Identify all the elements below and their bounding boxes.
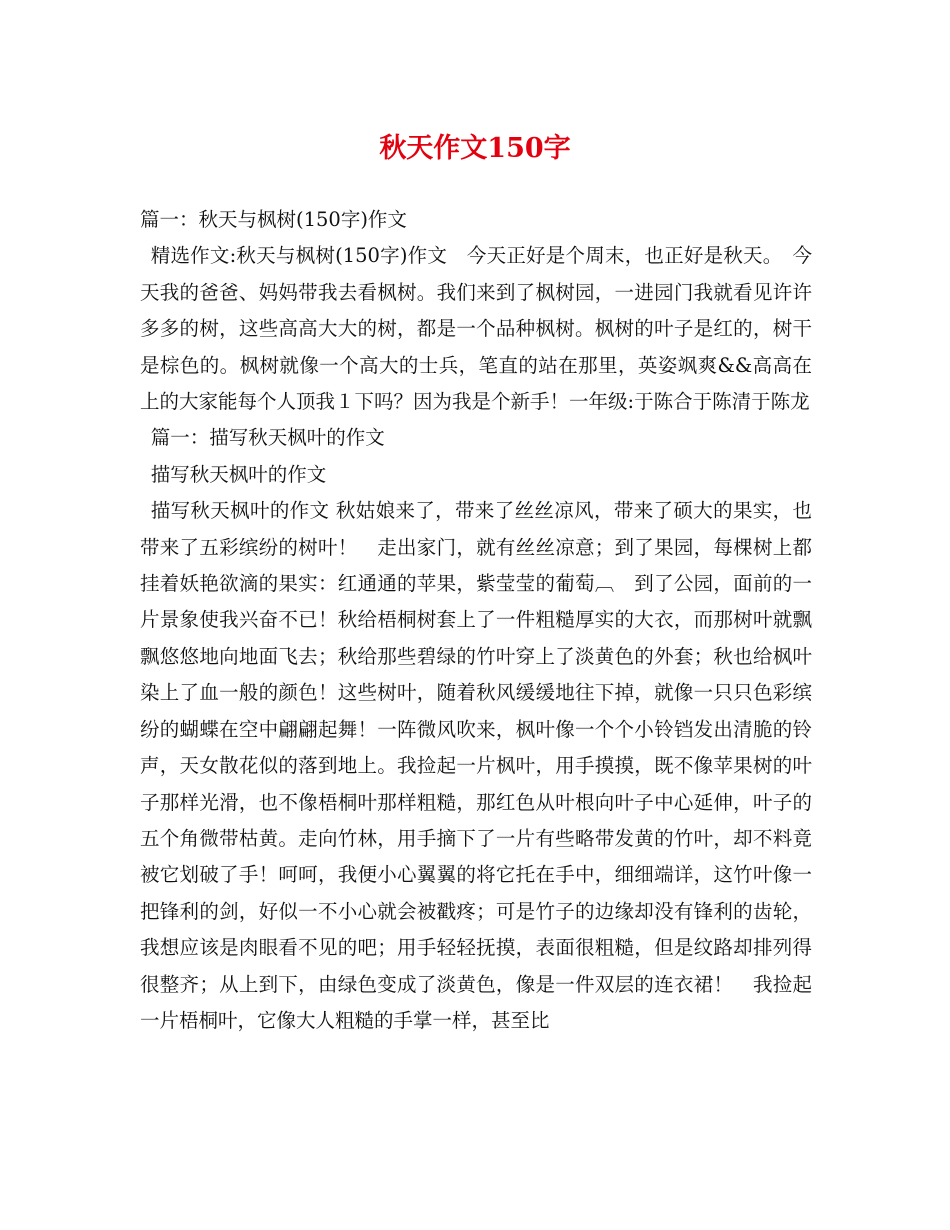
- section-heading: 篇一：秋天与枫树(150字)作文: [140, 208, 407, 231]
- body-paragraph: 精选作文:秋天与枫树(150字)作文 今天正好是个周末，也正好是秋天。 今天我的爸爸、妈妈带我去看枫树。我们来到了枫树园，一进园门我就看见许许多多的树，这些高高大大的树，都是一个品种枫树。枫树的叶子是红的，树干是棕色的。枫树就像一个高大的士兵，笔直的站在那里，英姿飒爽&&高高在上的大家能每个人顶我１下吗？因为我是个新手！一年级:于陈合于陈清于陈龙: [140, 244, 812, 414]
- body-paragraph: 描写秋天枫叶的作文 秋姑娘来了，带来了丝丝凉风，带来了硕大的果实，也带来了五彩缤纷的树叶！ 走出家门，就有丝丝凉意；到了果园，每棵树上都挂着妖艳欲滴的果实：红通通的苹果，紫莹莹的葡萄︹ 到了公园，面前的一片景象使我兴奋不已！秋给梧桐树套上了一件粗糙厚实的大衣，而那树叶就飘飘悠悠地向地面飞去；秋给那些碧绿的竹叶穿上了淡黄色的外套；秋也给枫叶染上了血一般的颜色！这些树叶，随着秋风缓缓地往下掉，就像一只只色彩缤纷的蝴蝶在空中翩翩起舞！一阵微风吹来，枫叶像一个个小铃铛发出清脆的铃声，天女散花似的落到地上。我捡起一片枫叶，用手摸摸，既不像苹果树的叶子那样光滑，也不像梧桐叶那样粗糙，那红色从叶根向叶子中心延伸，叶子的五个角微带枯黄。走向竹林，用手摘下了一片有些略带发黄的竹叶，却不料竟被它划破了手！呵呵，我便小心翼翼的将它托在手中，细细端详，这竹叶像一把锋利的剑，好似一不小心就会被戳疼；可是竹子的边缘却没有锋利的齿轮，我想应该是肉眼看不见的吧；用手轻轻抚摸，表面很粗糙，但是纹路却排列得很整齐；从上到下，由绿色变成了淡黄色，像是一件双层的连衣裙！ 我捡起一片梧桐叶，它像大人粗糙的手掌一样，甚至比: [140, 499, 812, 1032]
- section-heading: 篇一：描写秋天枫叶的作文: [150, 426, 385, 450]
- document-body: [140, 202, 812, 1039]
- subsection-heading: 描写秋天枫叶的作文: [150, 462, 327, 486]
- document-title: 秋天作文150字: [379, 133, 571, 164]
